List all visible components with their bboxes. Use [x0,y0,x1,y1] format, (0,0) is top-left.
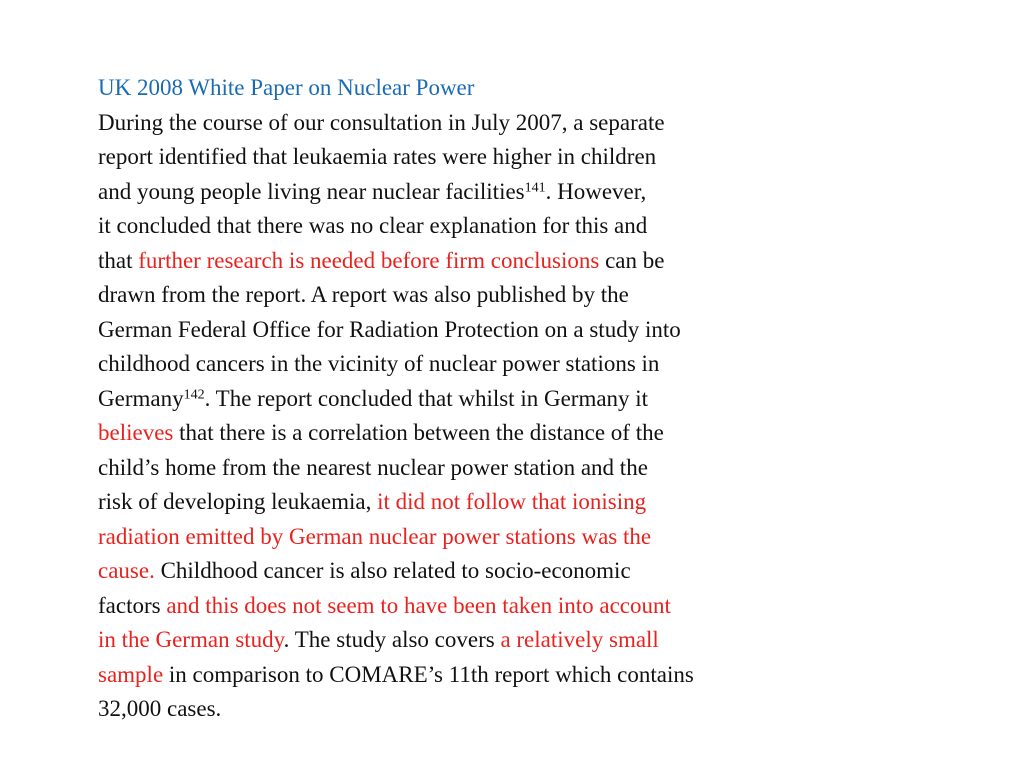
body-text-segment: risk of developing leukaemia, [98,489,378,514]
body-line: German Federal Office for Radiation Protection on a study into [98,316,681,342]
body-text-segment: Germany [98,385,184,411]
body-line: child’s home from the nearest nuclear power station and the [98,454,648,480]
body-line: childhood cancers in the vicinity of nuclear power stations in [98,351,660,376]
body-line: 32,000 cases. [98,696,222,721]
highlighted-phrase: a relatively small [500,627,659,652]
slide-content [98,71,858,727]
body-text-segment: Childhood cancer is also related to socio-economic [154,558,631,583]
body-line [98,244,858,279]
body-line [98,589,858,624]
body-line: During the course of our consultation in July 2007, a separate [98,109,665,135]
body-line [98,416,858,451]
body-text-segment: that [98,247,139,273]
body-line [98,382,858,417]
highlighted-phrase: sample [98,661,164,687]
body-text-segment: . The study also covers [283,627,501,652]
highlighted-phrase: further research is needed before firm conclusions [138,247,600,273]
body-text-segment: can be [599,247,665,273]
body-line [98,623,858,658]
highlighted-phrase: in the German study [98,627,284,652]
body-line [98,658,858,693]
highlighted-phrase: it did not follow that ionising [377,489,647,514]
footnote-reference-141: 141 [524,179,546,195]
footnote-reference-142: 142 [183,386,205,402]
slide-title: UK 2008 White Paper on Nuclear Power [98,75,475,100]
body-line: it concluded that there was no clear explanation for this and [98,213,648,238]
body-line: report identified that leukaemia rates were higher in children [98,144,657,169]
slide-body-text [98,106,858,727]
body-text-segment: . The report concluded that whilst in Germany it [204,385,649,411]
body-text-segment: . However, [545,178,647,204]
body-line [98,175,858,210]
body-text-segment: in comparison to COMARE’s 11th report which contains [163,661,694,687]
highlighted-phrase: and this does not seem to have been taken into account [166,592,671,618]
body-text-segment: that there is a correlation between the distance of the [173,420,664,445]
body-line-highlighted: radiation emitted by German nuclear power stations was the [98,523,652,549]
body-line [98,554,858,589]
body-line [98,485,858,520]
highlighted-phrase: cause. [98,558,155,583]
body-text-segment: factors [98,592,167,618]
highlighted-phrase: believes [98,420,174,445]
body-line: drawn from the report. A report was also published by the [98,282,629,307]
body-text-segment: and young people living near nuclear facilities [98,178,525,204]
